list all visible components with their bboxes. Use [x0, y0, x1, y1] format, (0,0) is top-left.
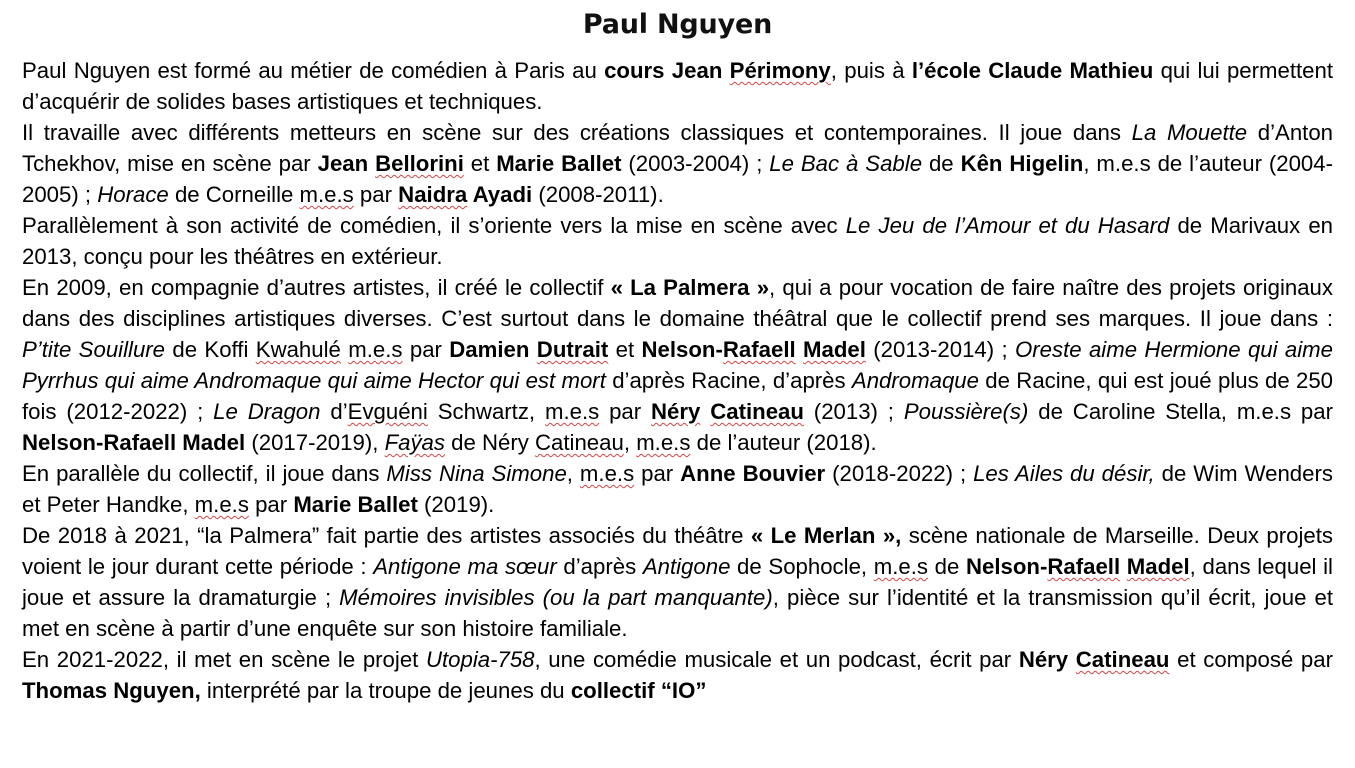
spellcheck-flagged-text: m.e.s [873, 554, 928, 579]
bold-text: l’école Claude Mathieu [911, 58, 1154, 83]
italic-title: P’tite Souillure [22, 337, 166, 362]
text-run: Il travaille avec différents metteurs en scène sur des créations classiques et contemporaines. Il joue dans [22, 120, 1132, 145]
text-run: de [922, 151, 961, 176]
text-run: de Corneille [168, 182, 300, 207]
text-run: , dans lequel il joue et assure la dramaturgie ; [22, 554, 1333, 610]
text-run: de Wim Wenders et Peter Handke, [22, 461, 1333, 517]
text-run: , [566, 461, 580, 486]
text-run: de Caroline Stella, m.e.s par [1028, 399, 1333, 424]
italic-title: Miss Nina Simone [386, 461, 567, 486]
text-run: , [623, 430, 637, 455]
bold-text: « Le Merlan », [750, 523, 902, 548]
italic-title: Andromaque [851, 368, 979, 393]
text-run: Parallèlement à son activité de comédien, il s’oriente vers la mise en scène avec [22, 213, 846, 238]
bold-text: Nelson-Rafaell Madel [22, 430, 246, 455]
spellcheck-flagged-text: m.e.s [544, 399, 600, 424]
spellcheck-flagged-text: Madel [803, 337, 866, 362]
bold-text: Nelson- [641, 337, 723, 362]
spellcheck-flagged-text: Naidra [398, 182, 468, 207]
bold-text: Anne Bouvier [680, 461, 826, 486]
italic-title: Le Jeu de l’Amour et du Hasard [845, 213, 1170, 238]
text-run: par [599, 399, 652, 424]
document-body [22, 55, 1333, 706]
spellcheck-flagged-text: m.e.s [348, 337, 403, 362]
text-run: d’après Racine, d’après [605, 368, 852, 393]
spellcheck-flagged-text: Evguéni [347, 399, 428, 424]
italic-title: Mémoires invisibles (ou la part manquante) [339, 585, 773, 610]
italic-title: Le Dragon [213, 399, 321, 424]
text-run: d’Anton Tchekhov, mise en scène par [22, 120, 1334, 176]
spellcheck-flagged-text: Catineau [535, 430, 624, 455]
text-run: Paul Nguyen est formé au métier de comédien à Paris au [22, 58, 605, 83]
text-run: En parallèle du collectif, il joue dans [22, 461, 387, 486]
spellcheck-flagged-text: Bellorini [375, 151, 464, 176]
text-run: , qui a pour vocation de faire naître des projets originaux dans des disciplines artistiques diverses. C’est surtout dans le domaine théâtral que le collectif prend ses marques. Il joue dans : [22, 275, 1333, 331]
bold-text: Nelson- [965, 554, 1048, 579]
text-run: de Koffi [165, 337, 256, 362]
text-run: et [463, 151, 497, 176]
spellcheck-flagged-text: Néry [651, 399, 701, 424]
document-page [22, 0, 1333, 706]
spellcheck-flagged-text: m.e.s [194, 492, 249, 517]
spellcheck-flagged-text: Kwahulé [255, 337, 341, 362]
text-run: de Sophocle, [730, 554, 874, 579]
bold-text: Jean [317, 151, 376, 176]
text-run: d’ [320, 399, 348, 424]
bold-text: « La Palmera » [610, 275, 770, 300]
italic-title: La Mouette [1131, 120, 1248, 145]
spellcheck-flagged-text: Catineau [710, 399, 804, 424]
bold-text: Damien [449, 337, 537, 362]
text-run: , une comédie musicale et un podcast, écrit par [534, 647, 1019, 672]
bold-text: collectif “IO” [570, 678, 707, 703]
italic-title: Antigone ma sœur [373, 554, 557, 579]
text-run [1120, 554, 1127, 579]
text-run [796, 337, 803, 362]
italic-title: Les Ailes du désir, [973, 461, 1155, 486]
paragraph-le-merlan [22, 520, 1333, 644]
italic-title: Antigone [642, 554, 731, 579]
text-run: et [608, 337, 642, 362]
text-run: (2018-2022) ; [825, 461, 974, 486]
text-run: de l’auteur (2018). [690, 430, 877, 455]
italic-title: Utopia-758 [425, 647, 535, 672]
text-run: Schwartz, [427, 399, 545, 424]
spellcheck-flagged-text: Catineau [1075, 647, 1170, 672]
italic-title: Le Bac à Sable [769, 151, 923, 176]
italic-title: Poussière(s) [903, 399, 1029, 424]
paragraph-early-roles [22, 117, 1333, 210]
italic-title: Horace [97, 182, 169, 207]
text-run: (2017-2019), [245, 430, 385, 455]
text-run: En 2021-2022, il met en scène le projet [22, 647, 426, 672]
paragraph-other-roles [22, 458, 1333, 520]
paragraph-la-palmera [22, 272, 1333, 458]
spellcheck-flagged-text: Rafaell [1047, 554, 1121, 579]
text-run: par [248, 492, 294, 517]
bold-text: Kên Higelin [960, 151, 1084, 176]
text-run: de Marivaux en 2013, conçu pour les théâtres en extérieur. [22, 213, 1333, 269]
text-run: de [927, 554, 966, 579]
text-run: de Néry [444, 430, 536, 455]
text-run: (2013) ; [803, 399, 904, 424]
spellcheck-flagged-text: Périmony [729, 58, 831, 83]
text-run [700, 399, 710, 424]
spellcheck-flagged-text: Madel [1126, 554, 1190, 579]
text-run: De 2018 à 2021, “la Palmera” fait partie des artistes associés du théâtre [22, 523, 751, 548]
spellcheck-flagged-text: m.e.s [579, 461, 635, 486]
spellcheck-flagged-text: m.e.s [636, 430, 691, 455]
italic-title: Oreste aime Hermione qui aime Pyrrhus qui aime Andromaque qui aime Hector qui est mort [22, 337, 1334, 393]
text-run: scène nationale de Marseille. Deux projets voient le jour durant cette période : [22, 523, 1334, 579]
text-run: de Racine, qui est joué plus de 250 fois (2012-2022) ; [22, 368, 1333, 424]
text-run: interprété par la troupe de jeunes du [200, 678, 571, 703]
text-run: (2003-2004) ; [621, 151, 770, 176]
paragraph-training [22, 55, 1333, 117]
text-run: (2019). [417, 492, 495, 517]
text-run: , puis à [830, 58, 912, 83]
spellcheck-flagged-text: Dutrait [536, 337, 609, 362]
text-run: En 2009, en compagnie d’autres artistes, il créé le collectif [22, 275, 611, 300]
bold-text: Marie Ballet [496, 151, 622, 176]
bold-text: Néry [1018, 647, 1076, 672]
text-run: , m.e.s de l’auteur (2004-2005) ; [22, 151, 1334, 207]
spellcheck-flagged-text: Rafaell [722, 337, 796, 362]
text-run: d’après [556, 554, 643, 579]
bold-text: cours Jean [604, 58, 730, 83]
text-run: et composé par [1169, 647, 1333, 672]
bold-text: Ayadi [467, 182, 533, 207]
text-run: par [402, 337, 450, 362]
text-run: par [634, 461, 681, 486]
text-run: qui lui permettent d’acquérir de solides bases artistiques et techniques. [22, 58, 1334, 114]
bold-text: Marie Ballet [293, 492, 418, 517]
text-run: , pièce sur l’identité et la transmission qu’il écrit, joue et met en scène à partir d’une enquête sur son histoire familiale. [22, 585, 1334, 641]
document-title: Paul Nguyen [582, 9, 773, 40]
paragraph-utopia [22, 644, 1333, 706]
spellcheck-flagged-text: m.e.s [299, 182, 354, 207]
paragraph-directing [22, 210, 1333, 272]
text-run: (2008-2011). [532, 182, 664, 207]
text-run: (2013-2014) ; [865, 337, 1016, 362]
bold-text: Thomas Nguyen, [22, 678, 201, 703]
text-run: par [353, 182, 399, 207]
spellcheck-flagged-text: Faÿas [384, 430, 445, 455]
